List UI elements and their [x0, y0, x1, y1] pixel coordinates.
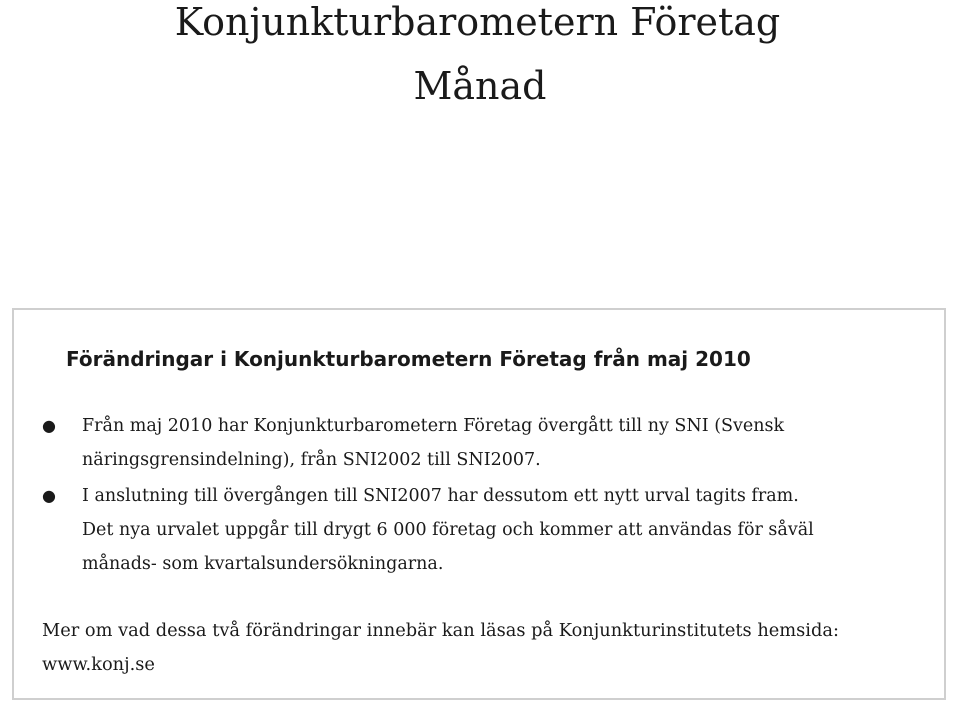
bullet-line: Det nya urvalet uppgår till drygt 6 000 företag och kommer att användas för såväl: [82, 520, 814, 540]
list-item: [40, 409, 940, 477]
bullet-line: I anslutning till övergången till SNI2007 har dessutom ett nytt urval tagits fram.: [82, 486, 799, 506]
bullet-line: näringsgrensindelning), från SNI2002 till SNI2007.: [82, 450, 541, 470]
notice-bullet-list: [40, 409, 940, 583]
bullet-icon: ●: [42, 486, 56, 505]
notice-heading: Förändringar i Konjunkturbarometern Företag från maj 2010: [66, 347, 751, 371]
more-info-text: Mer om vad dessa två förändringar innebär kan läsas på Konjunkturinstitutets hemsida:: [42, 620, 839, 641]
bullet-icon: ●: [42, 416, 56, 435]
bullet-line: månads- som kvartalsundersökningarna.: [82, 554, 444, 574]
website-link[interactable]: www.konj.se: [42, 654, 155, 675]
page-subtitle: Månad: [413, 64, 547, 108]
page-title: Konjunkturbarometern Företag: [174, 0, 781, 44]
bullet-line: Från maj 2010 har Konjunkturbarometern Företag övergått till ny SNI (Svensk: [82, 416, 785, 436]
list-item: [40, 479, 940, 581]
more-info-paragraph: [42, 614, 942, 682]
